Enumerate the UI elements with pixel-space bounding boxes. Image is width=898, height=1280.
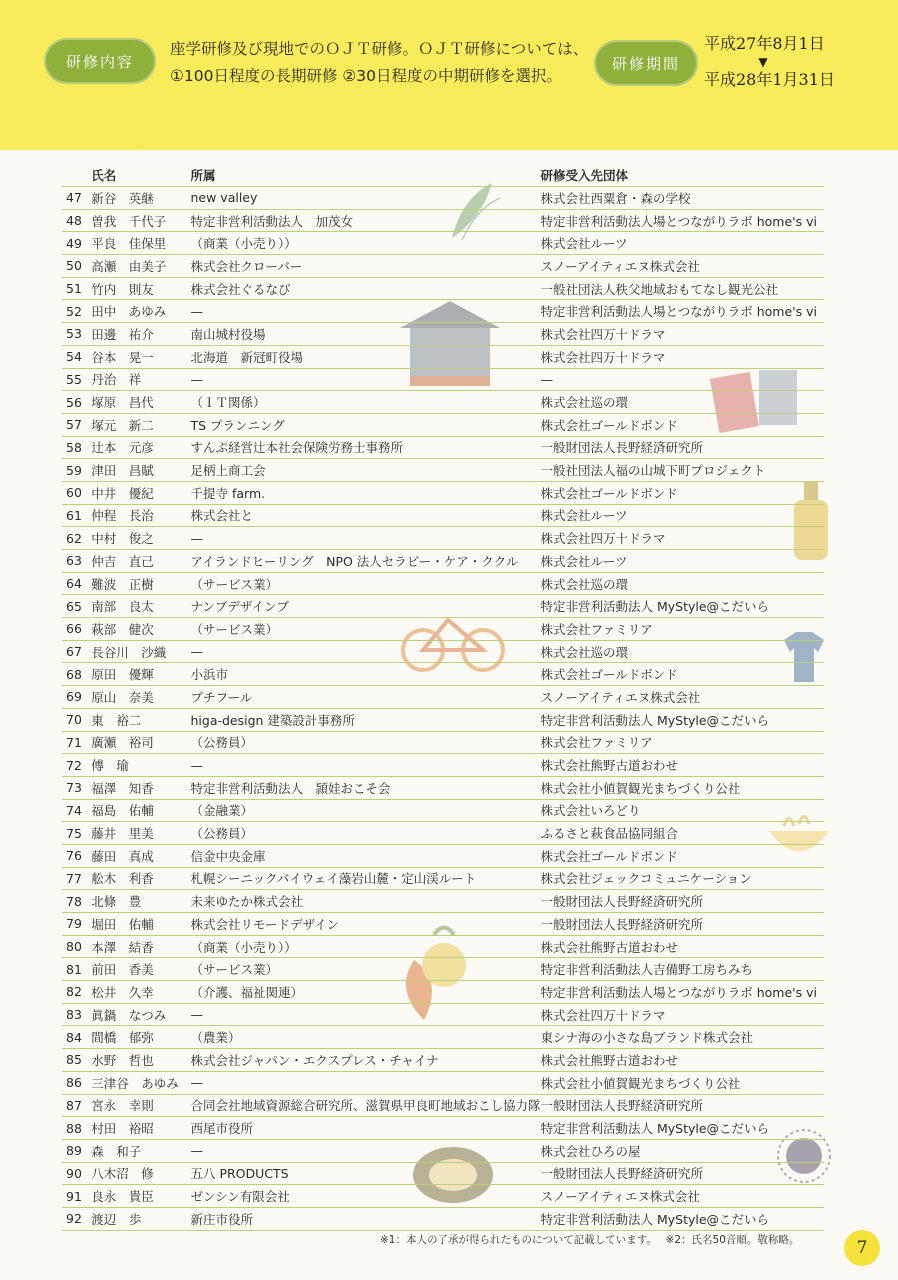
row-host: ふるさと萩食品協同組合 <box>541 822 825 845</box>
row-name: 舩木 利香 <box>91 867 190 890</box>
table-row <box>62 345 824 368</box>
row-affiliation: （金融業） <box>190 799 540 822</box>
header-name: 氏名 <box>91 164 190 187</box>
row-host: スノーアイティエヌ株式会社 <box>541 255 825 278</box>
row-number: 78 <box>62 890 91 913</box>
training-period <box>704 34 864 90</box>
table-row <box>62 686 824 709</box>
footnotes <box>380 1232 799 1247</box>
row-name: 田中 あゆみ <box>91 300 190 323</box>
row-number: 67 <box>62 640 91 663</box>
table-row <box>62 799 824 822</box>
row-number: 59 <box>62 459 91 482</box>
table-row <box>62 1049 824 1072</box>
row-name: 竹内 則友 <box>91 277 190 300</box>
row-affiliation: — <box>190 1003 540 1026</box>
row-affiliation: 株式会社ぐるなび <box>190 277 540 300</box>
row-name: 曽我 千代子 <box>91 209 190 232</box>
row-host: 株式会社四万十ドラマ <box>541 345 825 368</box>
row-host: 株式会社四万十ドラマ <box>541 527 825 550</box>
table-row <box>62 209 824 232</box>
row-affiliation: （サービス業） <box>190 572 540 595</box>
row-affiliation: 五八 PRODUCTS <box>190 1162 540 1185</box>
row-affiliation: （公務員） <box>190 731 540 754</box>
row-name: 津田 昌賦 <box>91 459 190 482</box>
row-number: 82 <box>62 981 91 1004</box>
row-number: 73 <box>62 776 91 799</box>
row-host: 特定非営利活動法人 MyStyle@こだいら <box>541 708 825 731</box>
table-row <box>62 232 824 255</box>
row-number: 54 <box>62 345 91 368</box>
row-name: 三津谷 あゆみ <box>91 1071 190 1094</box>
row-name: 渡辺 歩 <box>91 1207 190 1230</box>
row-affiliation: 小浜市 <box>190 663 540 686</box>
row-name: 仲吉 直己 <box>91 550 190 573</box>
row-number: 81 <box>62 958 91 981</box>
row-name: 丹治 祥 <box>91 368 190 391</box>
row-host: 特定非営利活動法人場とつながりラボ home's vi <box>541 209 825 232</box>
row-number: 71 <box>62 731 91 754</box>
row-host: 一般財団法人長野経済研究所 <box>541 1094 825 1117</box>
table-row <box>62 550 824 573</box>
table-row <box>62 1094 824 1117</box>
content-label: 研修内容 <box>44 38 156 84</box>
row-number: 76 <box>62 844 91 867</box>
row-number: 62 <box>62 527 91 550</box>
row-number: 91 <box>62 1185 91 1208</box>
row-host: 株式会社小値賀観光まちづくり公社 <box>541 1071 825 1094</box>
row-name: 中井 優紀 <box>91 481 190 504</box>
banner-scallop-edge <box>0 98 898 168</box>
row-affiliation: 特定非営利活動法人 頴娃おこそ会 <box>190 776 540 799</box>
row-name: 福澤 知香 <box>91 776 190 799</box>
row-host: 一般財団法人長野経済研究所 <box>541 913 825 936</box>
row-number: 64 <box>62 572 91 595</box>
row-host: 株式会社ゴールドボンド <box>541 844 825 867</box>
table-row <box>62 572 824 595</box>
row-number: 92 <box>62 1207 91 1230</box>
row-number: 69 <box>62 686 91 709</box>
table-row <box>62 776 824 799</box>
row-name: 眞鍋 なつみ <box>91 1003 190 1026</box>
row-host: 株式会社熊野古道おわせ <box>541 1049 825 1072</box>
row-host: 特定非営利活動法人場とつながりラボ home's vi <box>541 300 825 323</box>
row-name: 松井 久幸 <box>91 981 190 1004</box>
row-affiliation: higa-design 建築設計事務所 <box>190 708 540 731</box>
row-host: 一般社団法人秩父地域おもてなし観光公社 <box>541 277 825 300</box>
row-affiliation: TS プランニング <box>190 413 540 436</box>
row-number: 89 <box>62 1139 91 1162</box>
row-affiliation: （商業（小売り）） <box>190 232 540 255</box>
table-row <box>62 935 824 958</box>
row-name: 辻本 元彦 <box>91 436 190 459</box>
description-line-2: ①100日程度の長期研修 ②30日程度の中期研修を選択。 <box>170 67 563 85</box>
row-name: 平良 佳保里 <box>91 232 190 255</box>
row-number: 56 <box>62 391 91 414</box>
row-host: 株式会社ゴールドボンド <box>541 413 825 436</box>
row-host: 特定非営利活動法人場とつながりラボ home's vi <box>541 981 825 1004</box>
table-row <box>62 413 824 436</box>
row-affiliation: 未来ゆたか株式会社 <box>190 890 540 913</box>
table-row <box>62 867 824 890</box>
row-name: 仲程 長治 <box>91 504 190 527</box>
row-host: 株式会社ファミリア <box>541 618 825 641</box>
row-number: 50 <box>62 255 91 278</box>
row-name: 田邊 祐介 <box>91 323 190 346</box>
row-host: 株式会社いろどり <box>541 799 825 822</box>
row-number: 60 <box>62 481 91 504</box>
table-row <box>62 663 824 686</box>
row-number: 83 <box>62 1003 91 1026</box>
row-affiliation: 西尾市役所 <box>190 1117 540 1140</box>
row-affiliation: （農業） <box>190 1026 540 1049</box>
row-affiliation: — <box>190 640 540 663</box>
row-name: 高瀬 由美子 <box>91 255 190 278</box>
row-number: 77 <box>62 867 91 890</box>
row-affiliation: — <box>190 754 540 777</box>
row-affiliation: 合同会社地域資源総合研究所、滋賀県甲良町地域おこし協力隊 <box>190 1094 540 1117</box>
row-name: 原山 奈美 <box>91 686 190 709</box>
row-host: 株式会社ひろの屋 <box>541 1139 825 1162</box>
row-affiliation: （商業（小売り）） <box>190 935 540 958</box>
table-row <box>62 1117 824 1140</box>
row-name: 水野 哲也 <box>91 1049 190 1072</box>
row-name: 谷本 晃一 <box>91 345 190 368</box>
row-host: 一般財団法人長野経済研究所 <box>541 890 825 913</box>
table-row <box>62 618 824 641</box>
row-host: 株式会社巡の環 <box>541 572 825 595</box>
row-number: 49 <box>62 232 91 255</box>
row-affiliation: 千提寺 farm. <box>190 481 540 504</box>
row-name: 良永 貴臣 <box>91 1185 190 1208</box>
table-row <box>62 958 824 981</box>
row-number: 51 <box>62 277 91 300</box>
row-host: 株式会社巡の環 <box>541 391 825 414</box>
row-number: 55 <box>62 368 91 391</box>
table-row <box>62 822 824 845</box>
row-name: 本澤 結香 <box>91 935 190 958</box>
row-host: 東シナ海の小さな島ブランド株式会社 <box>541 1026 825 1049</box>
row-name: 堀田 佑輔 <box>91 913 190 936</box>
table-row <box>62 1162 824 1185</box>
row-number: 90 <box>62 1162 91 1185</box>
row-affiliation: 株式会社と <box>190 504 540 527</box>
row-host: 株式会社ルーツ <box>541 550 825 573</box>
row-name: 南部 良太 <box>91 595 190 618</box>
row-affiliation: new valley <box>190 187 540 210</box>
row-affiliation: 信金中央金庫 <box>190 844 540 867</box>
table-row <box>62 481 824 504</box>
row-name: 藤田 真成 <box>91 844 190 867</box>
row-host: 特定非営利活動法人吉備野工房ちみち <box>541 958 825 981</box>
row-name: 八木沼 修 <box>91 1162 190 1185</box>
down-arrow-icon: ▼ <box>758 55 768 69</box>
header-host: 研修受入先団体 <box>541 164 825 187</box>
row-affiliation: アイランドヒーリング NPO 法人セラピー・ケア・ククル <box>190 550 540 573</box>
row-host: 特定非営利活動法人 MyStyle@こだいら <box>541 1117 825 1140</box>
row-number: 74 <box>62 799 91 822</box>
table-row <box>62 1071 824 1094</box>
row-number: 87 <box>62 1094 91 1117</box>
row-number: 84 <box>62 1026 91 1049</box>
row-affiliation: 株式会社ジャパン・エクスプレス・チャイナ <box>190 1049 540 1072</box>
row-affiliation: 南山城村役場 <box>190 323 540 346</box>
row-host: スノーアイティエヌ株式会社 <box>541 1185 825 1208</box>
table-row <box>62 323 824 346</box>
row-affiliation: — <box>190 1071 540 1094</box>
row-affiliation: プチフール <box>190 686 540 709</box>
row-name: 塚元 新二 <box>91 413 190 436</box>
row-name: 廣瀬 裕司 <box>91 731 190 754</box>
row-host: 株式会社ルーツ <box>541 232 825 255</box>
row-affiliation: — <box>190 300 540 323</box>
row-name: 宮永 幸則 <box>91 1094 190 1117</box>
row-host: 一般財団法人長野経済研究所 <box>541 1162 825 1185</box>
row-affiliation: 株式会社クローバー <box>190 255 540 278</box>
row-number: 80 <box>62 935 91 958</box>
row-affiliation: ナンブデザインブ <box>190 595 540 618</box>
row-name: 北條 豊 <box>91 890 190 913</box>
description-line-1: 座学研修及び現地でのＯＪＴ研修。ＯＪＴ研修については、 <box>170 40 589 58</box>
row-host: 株式会社四万十ドラマ <box>541 323 825 346</box>
row-host: 株式会社四万十ドラマ <box>541 1003 825 1026</box>
row-host: 株式会社ファミリア <box>541 731 825 754</box>
row-affiliation: 足柄上商工会 <box>190 459 540 482</box>
row-name: 萩部 健次 <box>91 618 190 641</box>
row-name: 福島 佑輔 <box>91 799 190 822</box>
table-row <box>62 277 824 300</box>
row-name: 森 和子 <box>91 1139 190 1162</box>
row-name: 東 裕二 <box>91 708 190 731</box>
row-number: 52 <box>62 300 91 323</box>
row-host: 特定非営利活動法人 MyStyle@こだいら <box>541 1207 825 1230</box>
row-host: — <box>541 368 825 391</box>
row-name: 新谷 英継 <box>91 187 190 210</box>
table-row <box>62 731 824 754</box>
row-host: スノーアイティエヌ株式会社 <box>541 686 825 709</box>
row-name: 塚原 昌代 <box>91 391 190 414</box>
row-affiliation: 特定非営利活動法人 加茂女 <box>190 209 540 232</box>
row-affiliation: （サービス業） <box>190 958 540 981</box>
row-number: 68 <box>62 663 91 686</box>
table-row <box>62 1139 824 1162</box>
row-affiliation: 札幌シーニックバイウェイ藻岩山麓・定山渓ルート <box>190 867 540 890</box>
page-number: 7 <box>844 1230 880 1266</box>
row-affiliation: — <box>190 368 540 391</box>
row-name: 原田 優輝 <box>91 663 190 686</box>
row-number: 48 <box>62 209 91 232</box>
table-row <box>62 1003 824 1026</box>
row-number: 72 <box>62 754 91 777</box>
row-affiliation: 新庄市役所 <box>190 1207 540 1230</box>
row-number: 79 <box>62 913 91 936</box>
row-number: 61 <box>62 504 91 527</box>
row-name: 中村 俊之 <box>91 527 190 550</box>
row-number: 86 <box>62 1071 91 1094</box>
table-row <box>62 708 824 731</box>
row-host: 株式会社小値賀観光まちづくり公社 <box>541 776 825 799</box>
table-row <box>62 1185 824 1208</box>
table-row <box>62 504 824 527</box>
footnote-1: ※1：本人の了承が得られたものについて記載しています。 <box>380 1234 652 1246</box>
period-label: 研修期間 <box>594 40 698 86</box>
row-name: 前田 香美 <box>91 958 190 981</box>
row-number: 88 <box>62 1117 91 1140</box>
table-row <box>62 981 824 1004</box>
header-num <box>62 164 91 187</box>
table-row <box>62 459 824 482</box>
participant-table <box>62 164 824 1231</box>
table-row <box>62 1026 824 1049</box>
row-number: 63 <box>62 550 91 573</box>
table-row <box>62 754 824 777</box>
row-number: 57 <box>62 413 91 436</box>
row-number: 53 <box>62 323 91 346</box>
row-number: 47 <box>62 187 91 210</box>
row-name: 藤井 里美 <box>91 822 190 845</box>
row-affiliation: ゼンシン有限会社 <box>190 1185 540 1208</box>
row-name: 村田 裕昭 <box>91 1117 190 1140</box>
row-affiliation: （サービス業） <box>190 618 540 641</box>
row-affiliation: — <box>190 527 540 550</box>
row-host: 株式会社ルーツ <box>541 504 825 527</box>
table-row <box>62 368 824 391</box>
row-number: 70 <box>62 708 91 731</box>
row-host: 株式会社熊野古道おわせ <box>541 935 825 958</box>
row-name: 傅 瑜 <box>91 754 190 777</box>
table-row <box>62 913 824 936</box>
row-host: 株式会社西粟倉・森の学校 <box>541 187 825 210</box>
row-name: 難波 正樹 <box>91 572 190 595</box>
table-row <box>62 595 824 618</box>
row-name: 間橋 郁弥 <box>91 1026 190 1049</box>
table-body <box>62 187 824 1231</box>
table-row <box>62 436 824 459</box>
table-row <box>62 844 824 867</box>
row-affiliation: 株式会社リモードデザイン <box>190 913 540 936</box>
row-host: 株式会社ジェックコミュニケーション <box>541 867 825 890</box>
row-number: 65 <box>62 595 91 618</box>
row-host: 株式会社巡の環 <box>541 640 825 663</box>
table-row <box>62 1207 824 1230</box>
row-affiliation: （ＩＴ関係） <box>190 391 540 414</box>
table-row <box>62 300 824 323</box>
row-affiliation: — <box>190 1139 540 1162</box>
period-end: 平成28年1月31日 <box>704 70 835 89</box>
row-host: 一般社団法人福の山城下町プロジェクト <box>541 459 825 482</box>
row-affiliation: （公務員） <box>190 822 540 845</box>
row-number: 85 <box>62 1049 91 1072</box>
row-number: 75 <box>62 822 91 845</box>
table-row <box>62 527 824 550</box>
period-start: 平成27年8月1日 <box>704 34 825 53</box>
row-host: 一般財団法人長野経済研究所 <box>541 436 825 459</box>
row-number: 66 <box>62 618 91 641</box>
row-affiliation: 北海道 新冠町役場 <box>190 345 540 368</box>
row-number: 58 <box>62 436 91 459</box>
table-header-row <box>62 164 824 187</box>
row-host: 株式会社ゴールドボンド <box>541 663 825 686</box>
table-row <box>62 255 824 278</box>
table-row <box>62 187 824 210</box>
row-name: 長谷川 沙織 <box>91 640 190 663</box>
row-host: 特定非営利活動法人 MyStyle@こだいら <box>541 595 825 618</box>
table-row <box>62 640 824 663</box>
row-host: 株式会社ゴールドボンド <box>541 481 825 504</box>
table-row <box>62 890 824 913</box>
header-affiliation: 所属 <box>190 164 540 187</box>
row-affiliation: （介護、福祉関連） <box>190 981 540 1004</box>
row-affiliation: すんぷ経営辻本社会保険労務士事務所 <box>190 436 540 459</box>
row-host: 株式会社熊野古道おわせ <box>541 754 825 777</box>
training-description <box>170 36 590 90</box>
table-row <box>62 391 824 414</box>
footnote-2: ※2：氏名50音順。敬称略。 <box>665 1234 800 1246</box>
